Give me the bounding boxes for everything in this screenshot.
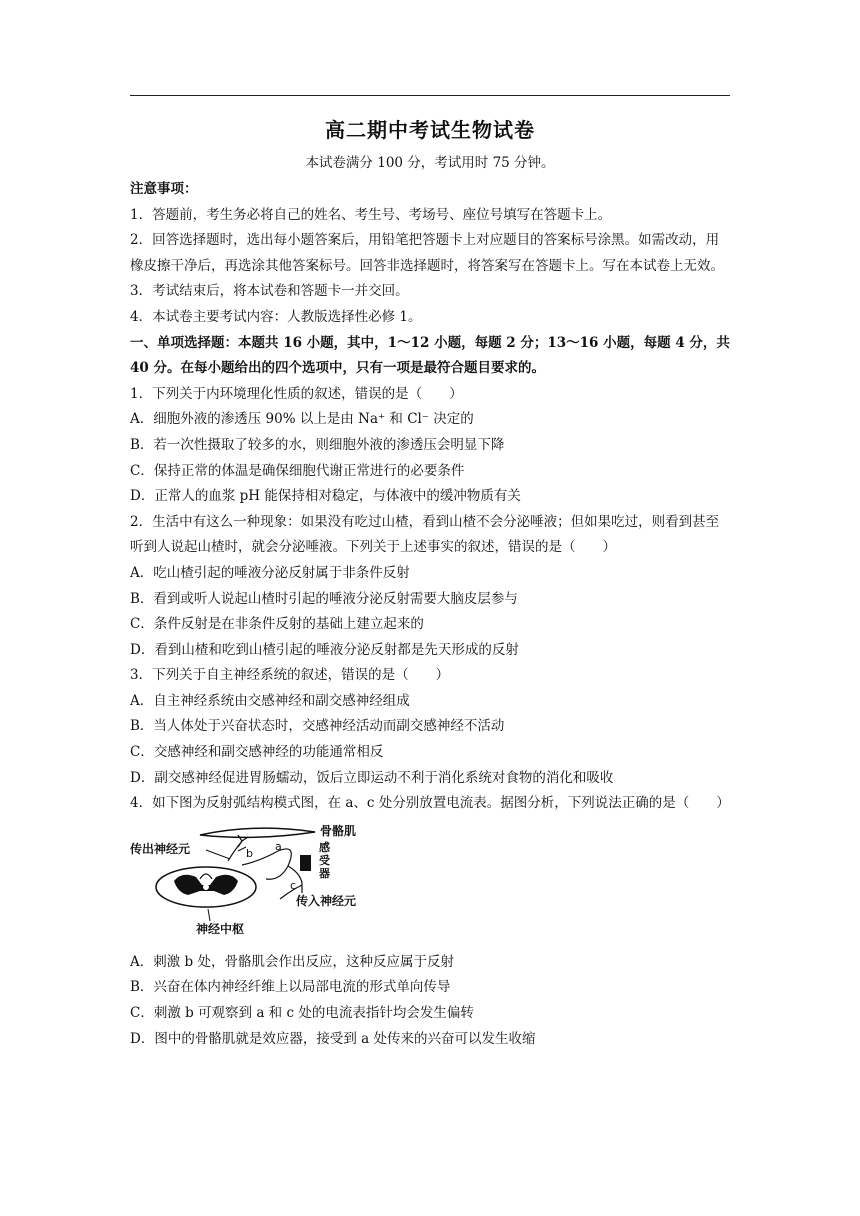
notice-item: 2．回答选择题时，选出每小题答案后，用铅笔把答题卡上对应题目的答案标号涂黑。如需改动，用橡皮擦干净后，再选涂其他答案标号。回答非选择题时，将答案写在答题卡上。写在本试卷上无效。 (130, 232, 724, 274)
central-canal (203, 884, 209, 890)
question-stem: 2．生活中有这么一种现象：如果没有吃过山楂，看到山楂不会分泌唾液；但如果吃过，则看到甚至听到人说起山楂时，就会分泌唾液。下列关于上述事实的叙述，错误的是（ ） (130, 513, 720, 556)
question-option: A．吃山楂引起的唾液分泌反射属于非条件反射 (130, 564, 410, 581)
question-option: A．自主神经系统由交感神经和副交感神经组成 (130, 692, 410, 709)
muscle-shape (200, 828, 315, 837)
question-stem: 4．如下图为反射弧结构模式图，在 a、c 处分别放置电流表。据图分析，下列说法正确的是（ ） (130, 795, 730, 812)
question-option: C．条件反射是在非条件反射的基础上建立起来的 (130, 616, 424, 633)
label-a: a (275, 839, 282, 853)
label-receptor-1: 感 (319, 840, 330, 854)
label-b: b (246, 846, 253, 860)
question-option: A．细胞外液的渗透压 90% 以上是由 Na⁺ 和 Cl⁻ 决定的 (130, 411, 474, 428)
interneuron (200, 874, 212, 879)
efferent-pointer (206, 850, 230, 859)
question-option: C．保持正常的体温是确保细胞代谢正常进行的必要条件 (130, 462, 465, 479)
exam-title: 高二期中考试生物试卷 (325, 118, 535, 142)
question-option: C．刺激 b 可观察到 a 和 c 处的电流表指针均会发生偏转 (130, 1005, 474, 1022)
header-rule (130, 95, 730, 96)
label-muscle: 骨骼肌 (320, 823, 357, 838)
question-option: D．正常人的血浆 pH 能保持相对稳定，与体液中的缓冲物质有关 (130, 488, 521, 505)
label-receptor-2: 受 (319, 853, 330, 867)
reflex-arc-diagram (130, 821, 380, 942)
question-stem: 1．下列关于内环境理化性质的叙述，错误的是（ ） (130, 385, 463, 402)
question-option: B．兴奋在体内神经纤维上以局部电流的形式单向传导 (130, 979, 451, 996)
question-option: D．副交感神经促进胃肠蠕动，饭后立即运动不利于消化系统对食物的消化和吸收 (130, 769, 614, 786)
receptor-block (300, 855, 311, 871)
notice-item: 1．答题前，考生务必将自己的姓名、考生号、考场号、座位号填写在答题卡上。 (130, 206, 612, 223)
question-option: D．看到山楂和吃到山楂引起的唾液分泌反射都是先天形成的反射 (130, 641, 519, 658)
label-center: 神经中枢 (196, 921, 245, 936)
label-afferent: 传入神经元 (296, 893, 357, 908)
question-option: B．看到或听人说起山楂时引起的唾液分泌反射需要大脑皮层参与 (130, 590, 518, 607)
question-option: D．图中的骨骼肌就是效应器，接受到 a 处传来的兴奋可以发生收缩 (130, 1030, 536, 1047)
reflex-arc-figure (130, 821, 732, 942)
label-efferent: 传出神经元 (130, 841, 191, 856)
question-stem: 3．下列关于自主神经系统的叙述，错误的是（ ） (130, 667, 450, 684)
label-c: c (290, 878, 297, 892)
question-option: B．当人体处于兴奋状态时，交感神经活动而副交感神经不活动 (130, 718, 505, 735)
section-heading: 一、单项选择题：本题共 16 小题，其中，1～12 小题，每题 2 分；13～16 小题，每题 4 分，共 40 分。在每小题给出的四个选项中，只有一项是最符合题目要求的。 (130, 334, 730, 377)
notice-item: 4．本试卷主要考试内容：人教版选择性必修 1。 (130, 308, 422, 325)
question-option: A．刺激 b 处，骨骼肌会作出反应，这种反应属于反射 (130, 953, 454, 970)
exam-subtitle: 本试卷满分 100 分，考试用时 75 分钟。 (305, 155, 555, 171)
question-option: C．交感神经和副交感神经的功能通常相反 (130, 744, 384, 761)
notice-heading: 注意事项： (130, 181, 198, 197)
center-pointer (208, 909, 210, 921)
notice-item: 3．考试结束后，将本试卷和答题卡一并交回。 (130, 283, 409, 300)
label-receptor-3: 器 (319, 866, 330, 880)
b-pointer (238, 847, 246, 851)
exam-body (130, 177, 732, 1052)
question-option: B．若一次性摄取了较多的水，则细胞外液的渗透压会明显下降 (130, 436, 505, 453)
efferent-fiber (228, 841, 242, 861)
